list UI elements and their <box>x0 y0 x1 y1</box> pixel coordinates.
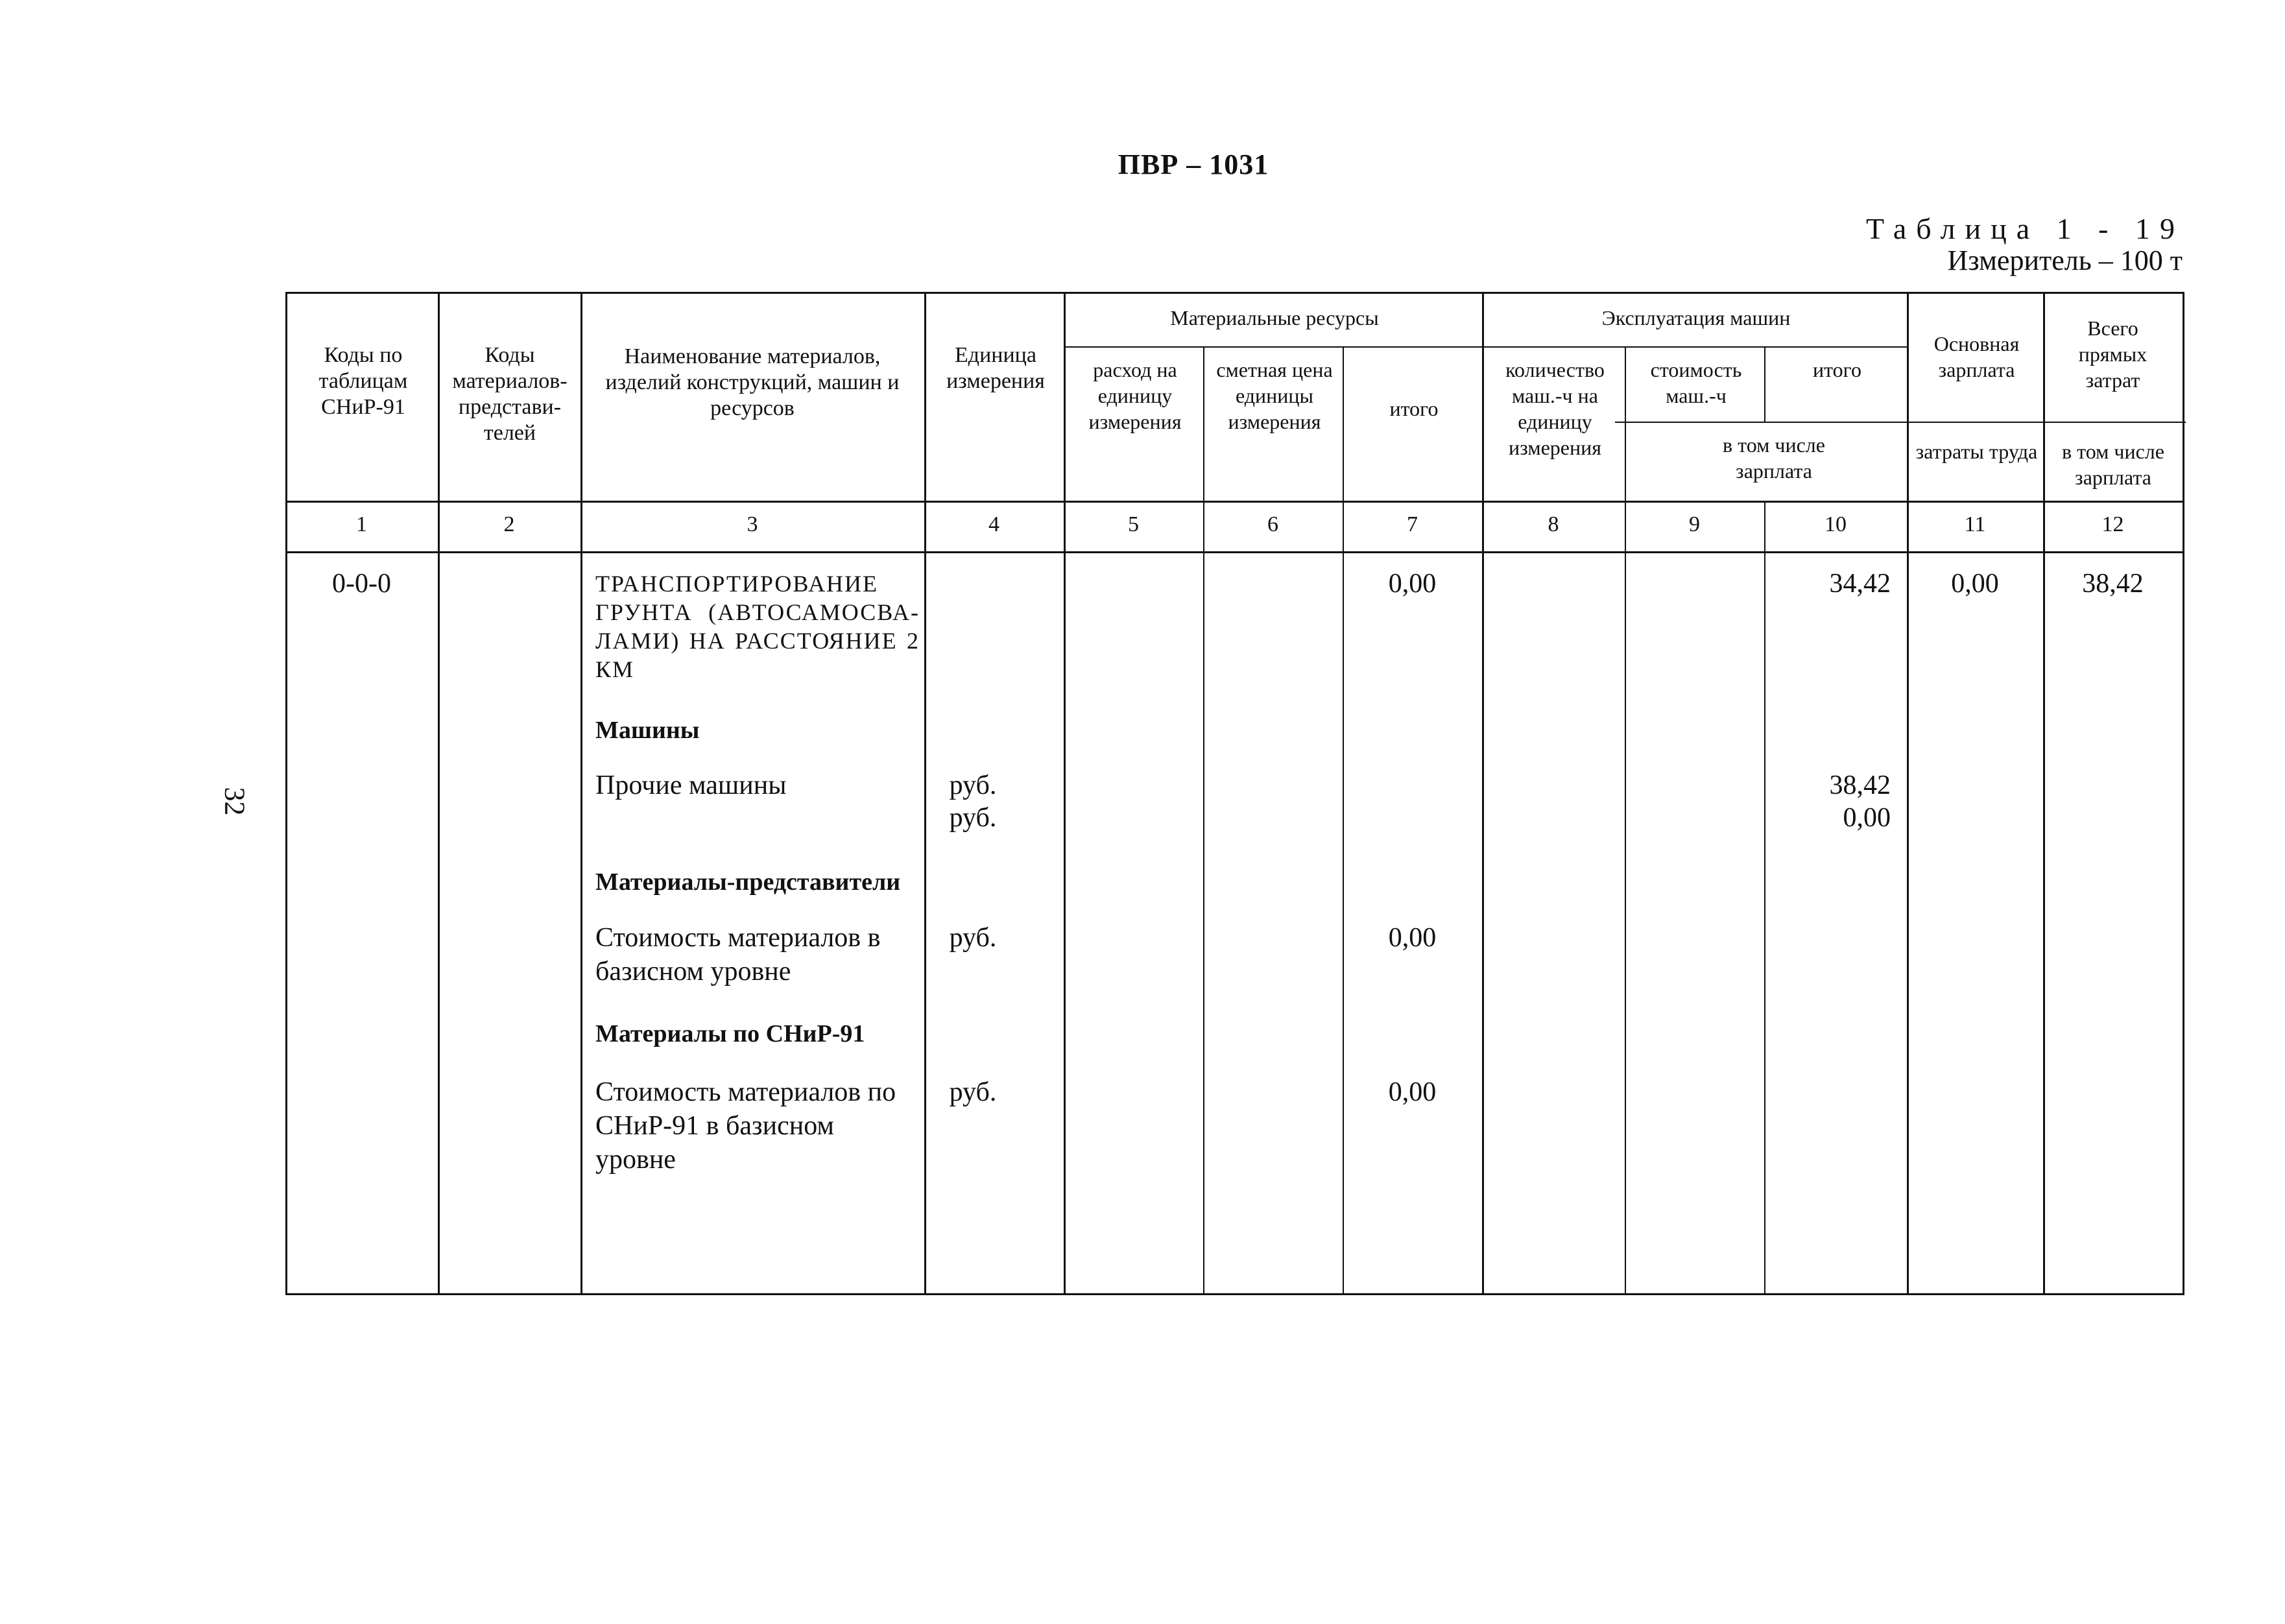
header-machines-salary: в том числе зарплата <box>1723 433 1825 483</box>
row-name: ТРАНСПОРТИРОВАНИЕ ГРУНТА (АВТОСАМОСВА-ЛАМИ) НА РАССТОЯНИЕ 2 КМ <box>595 571 920 682</box>
table-border-bottom <box>285 1293 2184 1295</box>
column-number-9: 9 <box>1689 512 1700 536</box>
snir-materials-unit: руб. <box>949 1077 997 1107</box>
other-machines-unit-2: руб. <box>949 803 997 833</box>
header-codes-snir: Коды по таблицам СНиР-91 <box>318 343 408 419</box>
representative-materials-unit: руб. <box>949 923 997 953</box>
column-line-4 <box>1064 292 1066 1293</box>
header-material-resources: Материальные ресурсы <box>1170 306 1379 329</box>
column-number-5: 5 <box>1128 512 1139 536</box>
header-materials-total: итого <box>1389 397 1439 420</box>
section-machines: Машины <box>595 717 700 744</box>
header-total-direct: Всего прямых затрат <box>2078 316 2147 392</box>
header-machines-total: итого <box>1812 358 1861 381</box>
column-number-8: 8 <box>1548 512 1559 536</box>
header-name: Наименование материалов, изделий конструкций, машин и ресурсов <box>605 344 900 420</box>
header-total-salary: в том числе зарплата <box>2062 440 2164 489</box>
column-number-6: 6 <box>1267 512 1278 536</box>
row-materials-total: 0,00 <box>1388 569 1437 599</box>
measure-unit: Измеритель – 100 т <box>1947 245 2183 276</box>
representative-materials-total: 0,00 <box>1388 923 1437 953</box>
resource-table <box>285 292 2184 1293</box>
document-title: ПВР – 1031 <box>1118 149 1269 180</box>
row-total-direct: 38,42 <box>2082 569 2144 599</box>
subheader-divider-line <box>1615 422 2186 423</box>
group-divider-line <box>1064 346 1907 348</box>
other-machines-total: 38,42 <box>1829 770 1891 800</box>
column-number-7: 7 <box>1407 512 1418 536</box>
column-line-7 <box>1482 292 1484 1293</box>
column-line-10 <box>1907 292 1909 1293</box>
header-machine-hours: количество маш.-ч на единицу измерения <box>1505 358 1605 459</box>
numbers-bottom-line <box>285 551 2184 553</box>
row-machines-total: 34,42 <box>1829 569 1891 599</box>
header-machine-operation: Эксплуатация машин <box>1601 306 1791 329</box>
table-border-top <box>285 292 2184 294</box>
column-line-9 <box>1764 346 1765 422</box>
table-border-right <box>2183 292 2184 1293</box>
other-machines-unit-1: руб. <box>949 770 997 800</box>
column-line-9-lower <box>1764 501 1765 1293</box>
row-basic-salary: 0,00 <box>1951 569 1999 599</box>
column-line-5 <box>1203 346 1204 1293</box>
column-number-3: 3 <box>747 512 758 536</box>
section-representative-materials: Материалы-представители <box>595 868 901 896</box>
header-labor-costs: затраты труда <box>1915 440 2038 463</box>
row-code: 0-0-0 <box>332 569 391 599</box>
header-consumption: расход на единицу измерения <box>1088 358 1182 433</box>
other-machines-name: Прочие машины <box>595 770 787 800</box>
other-machines-salary: 0,00 <box>1843 803 1891 833</box>
column-number-4: 4 <box>988 512 999 536</box>
header-basic-salary: Основная зарплата <box>1933 332 2020 381</box>
table-label: Таблица 1 - 19 <box>1865 212 2184 245</box>
column-number-12: 12 <box>2101 512 2124 536</box>
column-line-2 <box>580 292 582 1293</box>
page-number: 32 <box>219 787 251 816</box>
header-machine-hour-cost: стоимость маш.-ч <box>1650 358 1742 407</box>
column-number-11: 11 <box>1964 512 1986 536</box>
header-codes-representatives: Коды материалов-представи-телей <box>452 343 568 445</box>
column-number-2: 2 <box>503 512 515 536</box>
snir-materials-name: Стоимость материалов по СНиР-91 в базисном уровне <box>595 1077 896 1175</box>
column-line-1 <box>438 292 440 1293</box>
representative-materials-name: Стоимость материалов в базисном уровне <box>595 923 881 986</box>
column-number-1: 1 <box>356 512 367 536</box>
header-price: сметная цена единицы измерения <box>1216 358 1333 433</box>
column-line-6 <box>1343 346 1344 1293</box>
section-snir-materials: Материалы по СНиР-91 <box>595 1020 865 1047</box>
column-number-10: 10 <box>1824 512 1847 536</box>
header-unit: Единица измерения <box>946 343 1045 393</box>
table-border-left <box>285 292 287 1293</box>
column-line-8 <box>1625 346 1626 1293</box>
header-bottom-line <box>285 501 2184 503</box>
snir-materials-total: 0,00 <box>1388 1077 1437 1107</box>
